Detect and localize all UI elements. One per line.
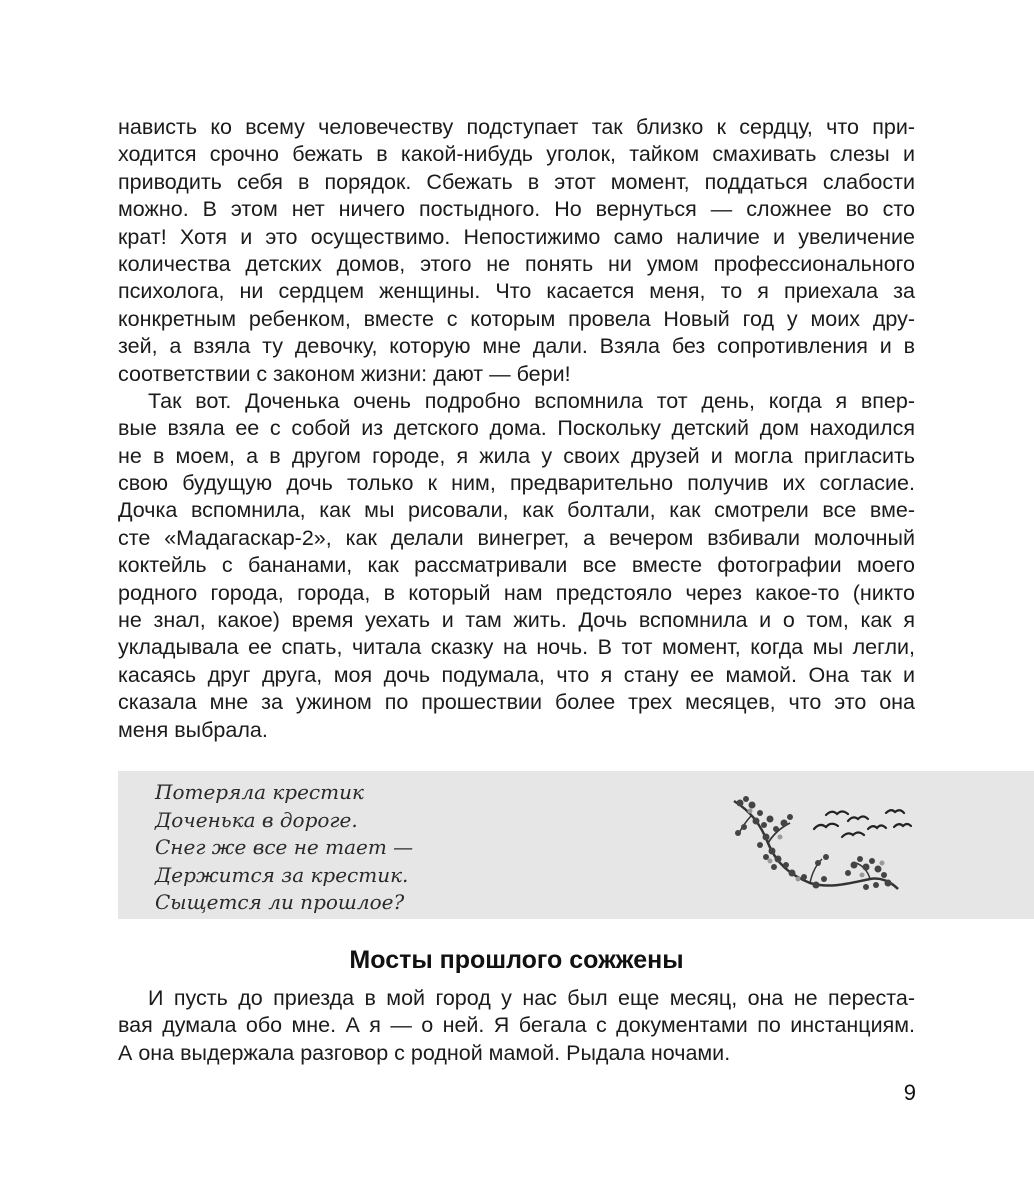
text-line: укладывала ее спать, читала сказку на ночь. В тот момент, когда мы легли, — [118, 635, 915, 660]
text-line: сте «Мадагаскар-2», как делали винегрет, а вечером взбивали молочный — [118, 525, 915, 550]
text-line: зей, а взяла ту девочку, которую мне дали. Взяла без сопротивления и в — [118, 334, 915, 359]
text-line: можно. В этом нет ничего постыдного. Но вернуться — сложнее во сто — [118, 197, 915, 222]
text-line: А она выдержала разговор с родной мамой. Рыдала ночами. — [118, 1040, 731, 1065]
poem-line: Сыщется ли прошлое? — [155, 890, 405, 914]
poem-line: Держится за крестик. — [155, 862, 409, 887]
text-line: меня выбрала. — [118, 717, 268, 742]
text-line: Так вот. Доченька очень подробно вспомнила тот день, когда я впер- — [148, 388, 915, 413]
poem-line: Снег же все не тает — — [155, 835, 414, 859]
text-block-top — [118, 114, 915, 744]
text-line: психолога, ни сердцем женщины. Что касается меня, то я приехала за — [118, 279, 915, 304]
text-line: количества детских домов, этого не понять ни умом профессионального — [118, 251, 915, 276]
text-line: Дочка вспомнила, как мы рисовали, как болтали, как смотрели все вме- — [118, 498, 915, 523]
page-number: 9 — [903, 1080, 916, 1105]
text-line: И пусть до приезда в мой город у нас был еще месяц, она не переста- — [148, 986, 915, 1010]
text-line: соответствии с законом жизни: дают — бери! — [118, 361, 571, 386]
blossom-branch-birds-icon — [730, 793, 920, 897]
text-line: родного города, города, в который нам предстояло через какое-то (никто — [118, 580, 915, 605]
text-line: конкретным ребенком, вместе с которым провела Новый год у моих дру- — [118, 306, 915, 331]
text-line: касаясь друг друга, моя дочь подумала, что я стану ее мамой. Она так и — [118, 662, 915, 687]
text-line: нависть ко всему человечеству подступает так близко к сердцу, что при- — [118, 115, 915, 139]
text-line: приводить себя в порядок. Сбежать в этот момент, поддаться слабости — [118, 169, 915, 194]
poem-box — [118, 771, 1034, 919]
text-line: свою будущую дочь только к ним, предварительно получив их согласие. — [118, 471, 915, 496]
text-line: сказала мне за ужином по прошествии более трех месяцев, что это она — [118, 690, 915, 715]
text-line: коктейль с бананами, как рассматривали все вместе фотографии моего — [118, 553, 915, 578]
text-block-bottom — [118, 985, 915, 1067]
text-line: вая думала обо мне. А я — о ней. Я бегала с документами по инстанциям. — [118, 1013, 915, 1038]
text-line: крат! Хотя и это осуществимо. Непостижимо само наличие и увеличение — [118, 224, 915, 249]
text-line: не знал, какое) время уехать и там жить. Дочь вспомнила и о том, как я — [118, 608, 915, 633]
text-line: вые взяла ее с собой из детского дома. Поскольку детский дом находился — [118, 416, 915, 441]
section-heading: Мосты прошлого сожжены — [349, 946, 684, 974]
text-line: не в моем, а в другом городе, я жила у своих друзей и могла пригласить — [118, 443, 915, 468]
poem — [155, 779, 413, 917]
text-line: ходится срочно бежать в какой-нибудь уголок, тайком смахивать слезы и — [118, 142, 915, 167]
poem-line: Доченька в дороге. — [155, 807, 358, 832]
poem-line: Потеряла крестик — [155, 780, 364, 804]
